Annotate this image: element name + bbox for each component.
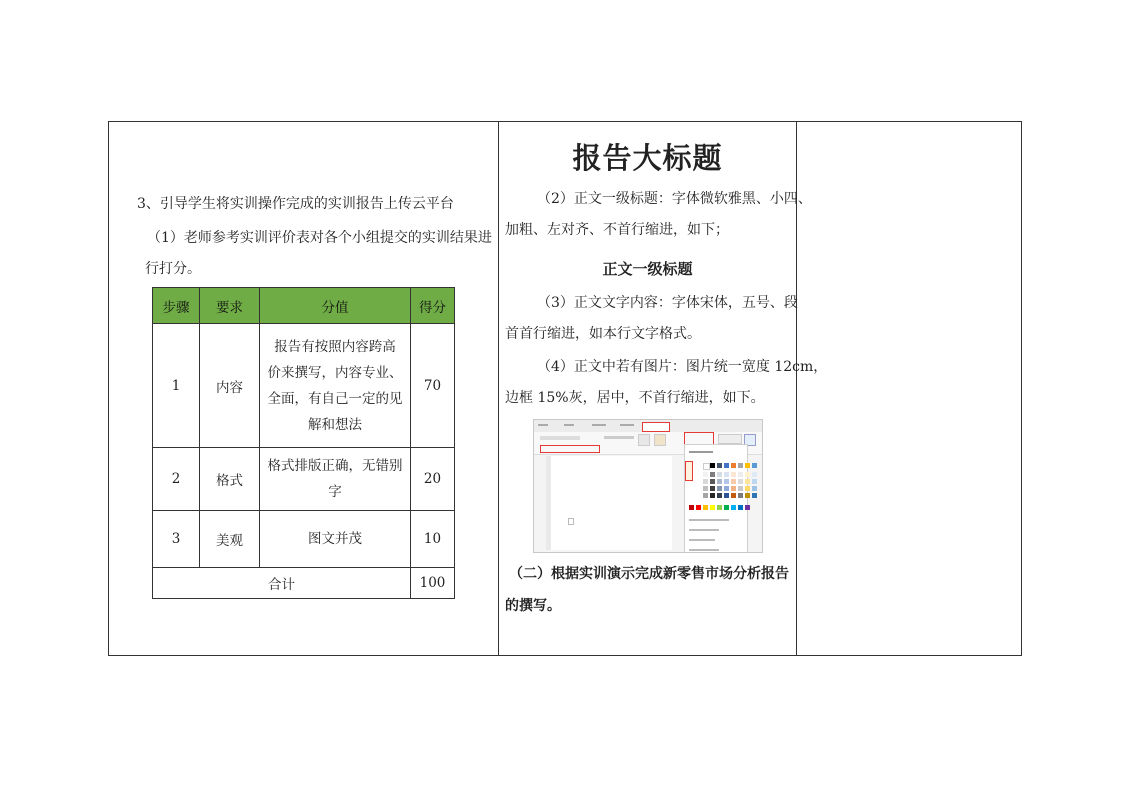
p2-line2: 加粗、左对齐、不首行缩进，如下； (505, 222, 729, 238)
table-row (153, 324, 455, 448)
row-req: 内容 (200, 324, 260, 448)
table-total-row (153, 568, 455, 599)
desc-line: 字 (328, 484, 342, 500)
desc-line: 图文并茂 (308, 531, 362, 547)
desc-line: 价来撰写，内容专业、 (267, 364, 403, 381)
header-score-desc: 分值 (260, 288, 411, 324)
desc-line: 解和想法 (308, 416, 362, 433)
right-column (797, 122, 1021, 655)
row-score: 10 (411, 511, 455, 568)
word-ribbon-screenshot-image (533, 419, 763, 553)
para1-line1: （1）老师参考实训评价表对各个小组提交的实训结果进 (147, 230, 492, 246)
p4-line1: （4）正文中若有图片：图片统一宽度 12cm， (537, 359, 828, 375)
score-table-header (153, 288, 455, 324)
left-column (109, 122, 498, 655)
row-step: 2 (153, 448, 200, 511)
total-score: 100 (411, 568, 455, 599)
middle-column (499, 122, 828, 655)
table-row (153, 511, 455, 568)
header-step: 步骤 (153, 288, 200, 324)
table-row (153, 448, 455, 511)
row-desc (260, 324, 411, 448)
ribbon-tabs (534, 420, 762, 432)
section-heading-line2: 的撰写。 (505, 598, 561, 614)
header-points: 得分 (411, 288, 455, 324)
desc-line: 全面，有自己一定的见 (267, 390, 403, 407)
para1-line2: 行打分。 (145, 261, 201, 277)
theme-color-swatches (703, 463, 757, 498)
sub-title: 正文一级标题 (602, 260, 693, 278)
standard-color-swatches (689, 505, 750, 510)
row-desc (260, 448, 411, 511)
step3-text: 3、引导学生将实训操作完成的实训报告上传云平台 (137, 196, 454, 212)
page-title: 报告大标题 (572, 141, 723, 175)
border-color-dropdown (684, 444, 748, 553)
document-table (108, 121, 1022, 656)
document-canvas (546, 456, 672, 550)
row-step: 1 (153, 324, 200, 448)
section-heading-line1: （二）根据实训演示完成新零售市场分析报告 (509, 566, 789, 582)
p3-line1: （3）正文文字内容：字体宋体，五号、段 (537, 295, 798, 311)
p2-line1: （2）正文一级标题：字体微软雅黑、小四、 (537, 191, 812, 207)
row-step: 3 (153, 511, 200, 568)
header-req: 要求 (200, 288, 260, 324)
desc-line: 格式排版正确，无错别 (267, 458, 403, 474)
row-score: 20 (411, 448, 455, 511)
row-req: 美观 (200, 511, 260, 568)
row-score: 70 (411, 324, 455, 448)
p4-line2: 边框 15%灰，居中，不首行缩进，如下。 (505, 390, 765, 406)
score-table (152, 287, 455, 599)
row-desc (260, 511, 411, 568)
desc-line: 报告有按照内容跨高 (274, 338, 396, 355)
total-label: 合计 (153, 568, 411, 599)
p3-line2: 首首行缩进，如本行文字格式。 (505, 326, 701, 342)
row-req: 格式 (200, 448, 260, 511)
